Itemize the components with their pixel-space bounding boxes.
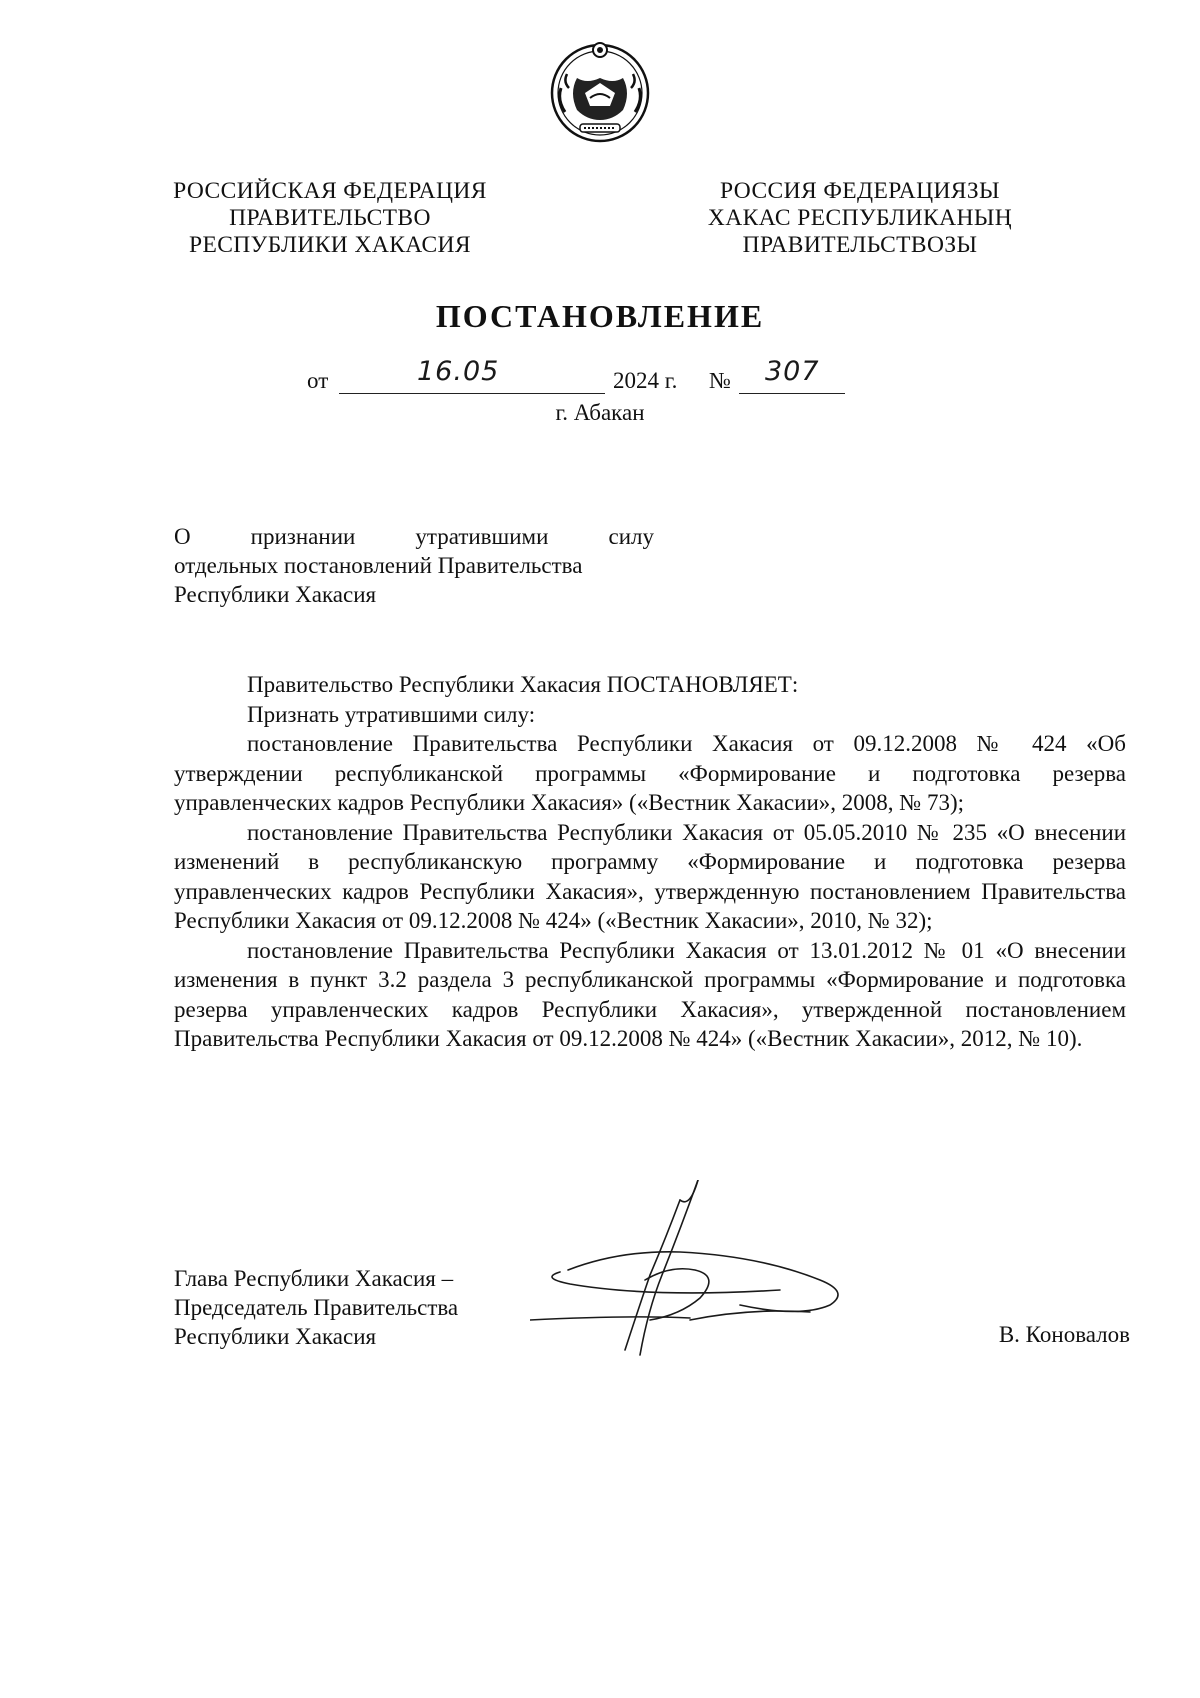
- signatory-name: В. Коновалов: [998, 1322, 1130, 1347]
- body-paragraph-repeal: Признать утратившими силу:: [247, 701, 536, 727]
- body-paragraph-item-2: постановление Правительства Республики Хакасия от 05.05.2010 № 235 «О внесении изменений в республиканскую программу «Формирование и подготовка резерва управленческих кадров Республики Хакасия», утвержденную постановлением Правительства Республики Хакасия от 09.12.2008 № 424» («Вестник Хакасии», 2010, № 32);: [174, 819, 1126, 933]
- number-label: №: [709, 368, 731, 393]
- signatory-position: [174, 1264, 458, 1351]
- subject-line-2: отдельных постановлений Правительства: [174, 553, 583, 578]
- document-body: [174, 670, 1126, 1054]
- handwritten-date: 16.05: [417, 356, 500, 387]
- header-left-line-3: РЕСПУБЛИКИ ХАКАСИЯ: [189, 232, 471, 258]
- coat-of-arms-emblem: [547, 38, 653, 144]
- city: г. Абакан: [555, 400, 645, 425]
- header-left-line-2: ПРАВИТЕЛЬСТВО: [229, 205, 431, 231]
- header-right: [680, 178, 1040, 259]
- body-paragraph-resolves: Правительство Республики Хакасия ПОСТАНОВЛЯЕТ:: [247, 672, 799, 697]
- date-year: 2024 г.: [613, 368, 678, 393]
- header-left: [150, 178, 510, 259]
- document-subject: [174, 522, 654, 609]
- signatory-position-line-3: Республики Хакасия: [174, 1324, 377, 1349]
- header-left-line-1: РОССИЙСКАЯ ФЕДЕРАЦИЯ: [173, 178, 487, 204]
- body-paragraph-item-3: постановление Правительства Республики Хакасия от 13.01.2012 № 01 «О внесении изменения в пункт 3.2 раздела 3 республиканской программы «Формирование и подготовка резерва управленческих кадров Республики Хакасия», утвержденной постановлением Правительства Республики Хакасия от 09.12.2008 № 424» («Вестник Хакасии», 2012, № 10).: [174, 937, 1126, 1051]
- header-right-line-2: ХАКАС РЕСПУБЛИКАНЫҢ: [707, 205, 1013, 231]
- header-right-line-3: ПРАВИТЕЛЬСТВОЗЫ: [742, 232, 978, 258]
- date-prefix: от: [307, 368, 329, 393]
- subject-word: признании: [250, 524, 356, 549]
- header-right-line-1: РОССИЯ ФЕДЕРАЦИЯЗЫ: [720, 178, 1000, 204]
- signatory-position-line-1: Глава Республики Хакасия –: [174, 1266, 454, 1291]
- number-underline: [739, 393, 845, 394]
- signatory-position-line-2: Председатель Правительства: [174, 1295, 459, 1320]
- subject-word: утратившими: [415, 524, 549, 549]
- handwritten-signature: [530, 1180, 910, 1380]
- subject-word: силу: [608, 524, 654, 549]
- subject-line-1: [174, 522, 654, 551]
- subject-line-3: Республики Хакасия: [174, 582, 377, 607]
- body-paragraph-item-1: постановление Правительства Республики Хакасия от 09.12.2008 № 424 «Об утверждении республиканской программы «Формирование и подготовка резерва управленческих кадров Республики Хакасия» («Вестник Хакасии», 2008, № 73);: [174, 731, 1126, 815]
- handwritten-number: 307: [765, 356, 820, 387]
- date-underline: [339, 393, 605, 394]
- document-type-title: ПОСТАНОВЛЕНИЕ: [435, 298, 765, 334]
- subject-word: О: [174, 524, 191, 549]
